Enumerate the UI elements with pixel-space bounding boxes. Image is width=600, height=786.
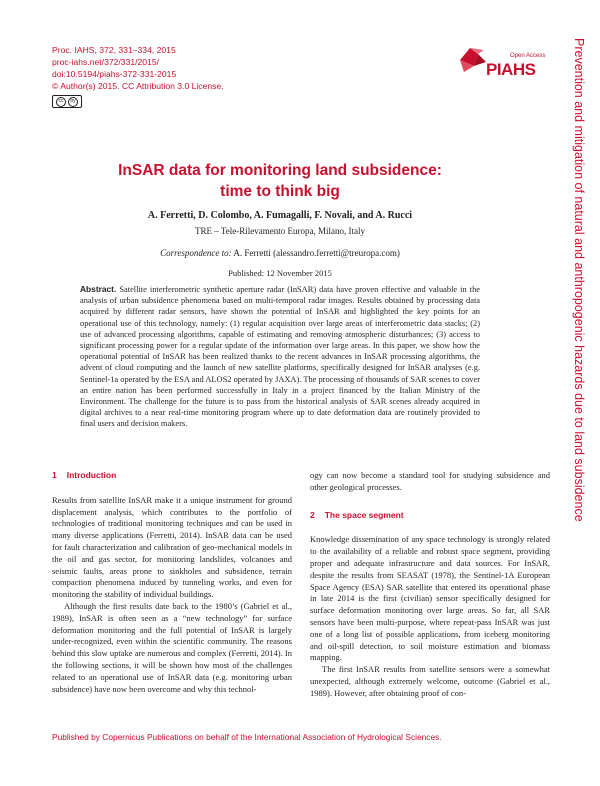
abstract-text: Satellite interferometric synthetic aperture radar (InSAR) data have proven effective and valuable in the analysis of urban subsidence phenomena based on multi-temporal radar images. Results obtained by processing data acquired by different radar sensors, have shown the potential of InSAR and highlighted the key points for an operational use of this technology, namely: (1) regular acquisition over large areas of interferometric data stacks; (2) use of advanced processing algorithms, capable of estimating and removing atmospheric disturbances; (3) access to significant processing power for a regular update of the information over large areas. In this paper, we show how the operational potential of InSAR has been realized thanks to the recent advances in InSAR processing algorithms, the advent of cloud computing and the launch of new satellite platforms, specifically designed for InSAR analyses (e.g. Sentinel-1a operated by the ESA and ALOS2 operated by JAXA). The processing of thousands of SAR scenes to cover an entire nation has been performed successfully in Italy in a project financed by the Italian Ministry of the Environment. The challenge for the future is to pass from the historical analysis of SAR scenes already acquired in digital archives to a near real-time monitoring program where up to date deformation data are routinely provided to final users and decision makers. bbox=[80, 285, 480, 429]
correspondence-label: Correspondence to: bbox=[160, 248, 232, 258]
section-1-title: Introduction bbox=[66, 470, 117, 480]
by-label: by bbox=[68, 97, 78, 107]
title-line-2: time to think big bbox=[220, 183, 340, 200]
title-line-1: InSAR data for monitoring land subsidence: bbox=[118, 162, 442, 179]
article-metadata bbox=[52, 44, 224, 92]
section-1-paragraph-1: Results from satellite InSAR make it a unique instrument for ground displacement analysis, which contributes to the portfolio of technologies of traditional monitoring techniques and can be used in many diverse applications (Ferretti, 2014). InSAR data can be used for fault characterization and calibration of geo-mechanical models in the oil and gas sector, for monitoring landslides, volcanoes and seismic faults, areas prone to sinkholes and subsidence, terrain compaction phenomena induced by tunneling works, and even for monitoring the stability of individual buildings. bbox=[52, 494, 292, 600]
section-2-number: 2 bbox=[310, 509, 315, 520]
section-1-paragraph-3: ogy can now become a standard tool for studying subsidence and other geological processes. bbox=[310, 470, 550, 492]
authors: A. Ferretti, D. Colombo, A. Fumagalli, F. Novali, and A. Rucci bbox=[147, 210, 413, 221]
section-2-heading bbox=[310, 510, 550, 522]
abstract bbox=[80, 284, 480, 430]
doi[interactable]: doi:10.5194/piahs-372-331-2015 bbox=[52, 69, 177, 79]
correspondence bbox=[60, 248, 500, 258]
cc-by-license-icon[interactable] bbox=[52, 95, 82, 108]
section-1-paragraph-2: Although the first results date back to the 1980’s (Gabriel et al., 1989), InSAR is often seen as a “new technology” for surface deformation monitoring and the full potential of InSAR is largely under-recognized, even within the scientific community. The reasons behind this slow uptake are numerous and complex (Ferretti, 2014). In the following sections, it will be shown how most of the challenges related to an operational use of InSAR data (e.g. monitoring urban subsidence) have now been overcome and why this technol- bbox=[52, 600, 292, 694]
citation: Proc. IAHS, 372, 331–334, 2015 bbox=[52, 45, 176, 55]
open-access-label: Open Access bbox=[510, 53, 546, 59]
left-column bbox=[52, 470, 292, 695]
section-2-paragraph-1: Knowledge dissemination of any space technology is strongly related to the availability of a reliable and robust space segment, providing proper and adequate infrastructure and data sources. For InSAR, despite the results from SEASAT (1978), the Sentinel-1A European Space Agency (ESA) SAR satellite that entered its operational phase in late 2014 is the first (civilian) sensor specifically designed for surface deformation monitoring over large areas. So far, all SAR sensors have been multi-purpose, where repeat-pass InSAR was just one of a long list of possible applications, from iceberg monitoring and oil-spill detection, to soil moisture estimation and biomass mapping. bbox=[310, 534, 550, 663]
section-2-paragraph-2: The first InSAR results from satellite sensors were a somewhat unexpected, although extremely welcome, outcome (Gabriel et al., 1989). However, after obtaining proof of con- bbox=[310, 664, 550, 698]
section-1-heading bbox=[52, 470, 292, 482]
journal-url[interactable]: proc-iahs.net/372/331/2015/ bbox=[52, 57, 160, 67]
cc-label: cc bbox=[56, 97, 66, 107]
section-1-number: 1 bbox=[52, 470, 57, 480]
license: © Author(s) 2015. CC Attribution 3.0 License. bbox=[52, 81, 224, 91]
page-title bbox=[60, 160, 500, 202]
abstract-label: Abstract. bbox=[80, 284, 117, 294]
correspondence-value[interactable]: A. Ferretti (alessandro.ferretti@treuropa.com) bbox=[233, 248, 400, 258]
side-series-title bbox=[566, 38, 586, 598]
publisher-footer: Published by Copernicus Publications on behalf of the International Association of Hydrological Sciences. bbox=[52, 732, 442, 742]
right-column bbox=[310, 470, 550, 700]
side-series-title-text: Prevention and mitigation of natural and anthropogenic hazards due to land subsidence bbox=[572, 38, 586, 522]
piahs-logo-text: PIAHS bbox=[486, 60, 536, 79]
published-date: Published: 12 November 2015 bbox=[228, 268, 332, 278]
section-2-title: The space segment bbox=[324, 509, 404, 520]
affiliation: TRE – Tele-Rilevamento Europa, Milano, Italy bbox=[195, 226, 365, 236]
